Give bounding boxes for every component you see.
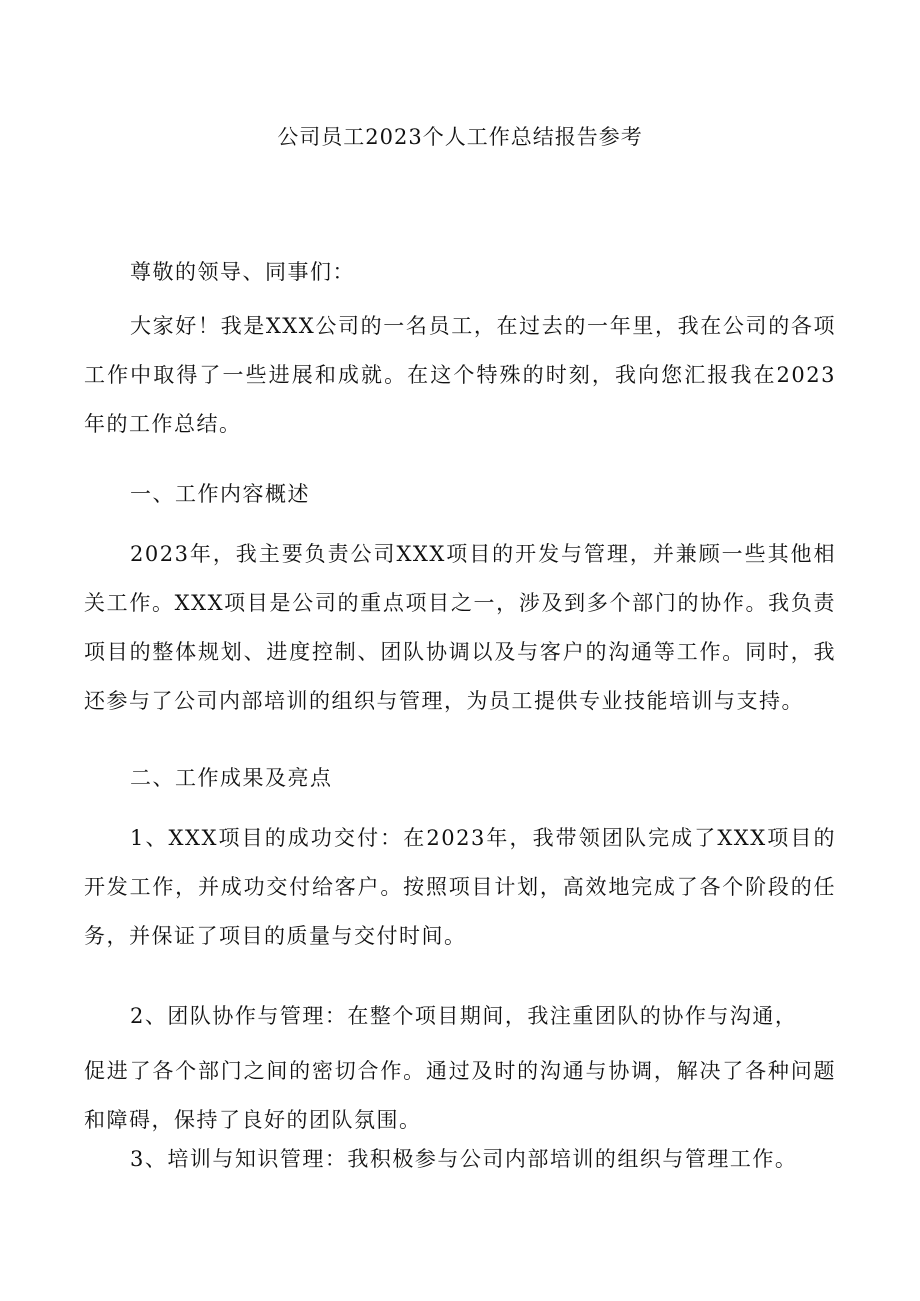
achievement-item-3: 3、培训与知识管理：我积极参与公司内部培训的组织与管理工作。: [130, 1147, 798, 1171]
achievement-item-1: 1、XXX项目的成功交付：在2023年，我带领团队完成了XXX项目的开发工作，并成功交付给客户。按照项目计划，高效地完成了各个阶段的任务，并保证了项目的质量与交付时间。: [84, 826, 836, 948]
achievement-item-2-continued: 促进了各个部门之间的密切合作。通过及时的沟通与协调，解决了各种问题和障碍，保持了良好的团队氛围。: [84, 1059, 836, 1132]
greeting-paragraph: 尊敬的领导、同事们：: [130, 260, 355, 284]
document-title: 公司员工2023个人工作总结报告参考: [277, 125, 643, 149]
achievement-item-2: 2、团队协作与管理：在整个项目期间，我注重团队的协作与沟通，: [130, 1004, 798, 1028]
intro-paragraph: 大家好！我是XXX公司的一名员工，在过去的一年里，我在公司的各项工作中取得了一些进展和成就。在这个特殊的时刻，我向您汇报我在2023年的工作总结。: [84, 314, 836, 436]
overview-paragraph: 2023年，我主要负责公司XXX项目的开发与管理，并兼顾一些其他相关工作。XXX项目是公司的重点项目之一，涉及到多个部门的协作。我负责项目的整体规划、进度控制、团队协调以及与客户的沟通等工作。同时，我还参与了公司内部培训的组织与管理，为员工提供专业技能培训与支持。: [84, 542, 836, 713]
section-heading-overview: 一、工作内容概述: [130, 482, 310, 506]
section-heading-achievements: 二、工作成果及亮点: [130, 766, 333, 790]
